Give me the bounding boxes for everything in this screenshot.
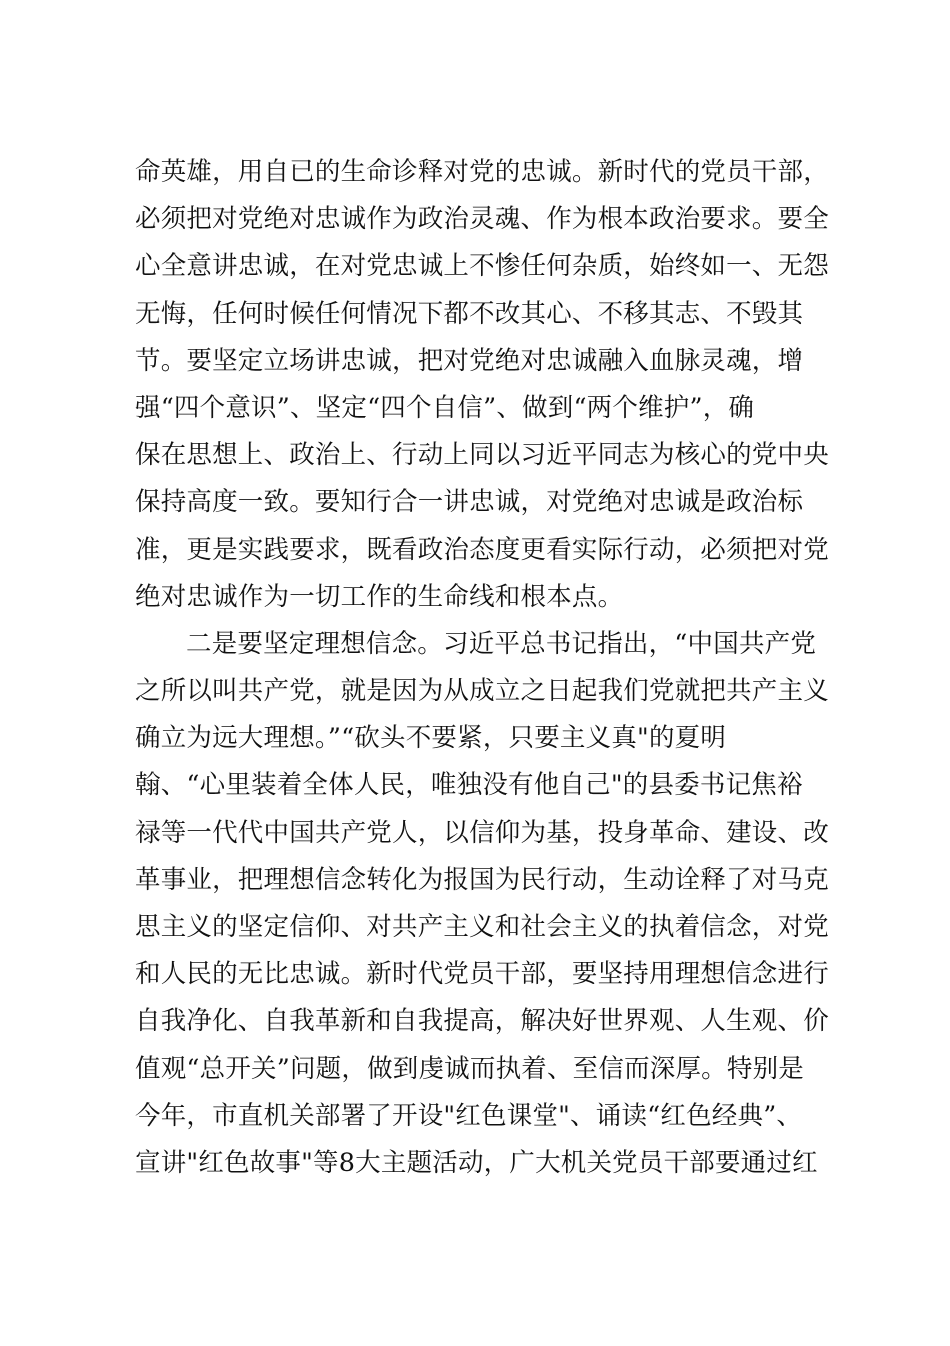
text-line: 准，更是实践要求，既看政治态度更看实际行动，必须把对党 (135, 534, 829, 565)
text-line: 值观“总开关”问题，做到虔诚而执着、至信而深厚。特别是 (135, 1053, 804, 1084)
text-line: 心全意讲忠诚，在对党忠诚上不惨任何杂质，始终如一、无怨 (135, 251, 829, 282)
text-line: 今年，市直机关部署了开设"红色课堂"、诵读“红色经典”、 (135, 1100, 803, 1131)
text-line: 翰、“心里装着全体人民，唯独没有他自己"的县委书记焦裕 (135, 770, 803, 801)
text-line: 命英雄，用自已的生命诊释对党的忠诚。新时代的党员干部， (135, 157, 829, 187)
text-line: 自我净化、自我革新和自我提高，解决好世界观、人生观、价 (135, 1006, 829, 1037)
text-line: 之所以叫共产党，就是因为从成立之日起我们党就把共产主义 (135, 676, 829, 707)
body-text (135, 149, 835, 1187)
text-line: 确立为远大理想。”“砍头不要紧，只要主义真"的夏明 (135, 723, 727, 754)
text-line: 强“四个意识”、坚定“四个自信”、做到“两个维护”，确 (135, 392, 755, 423)
text-line: 无悔，任何时候任何情况下都不改其心、不移其志、不毁其 (135, 298, 804, 329)
text-line: 绝对忠诚作为一切工作的生命线和根本点。 (135, 581, 624, 612)
text-line: 保在思想上、政治上、行动上同以习近平同志为核心的党中央 (135, 440, 829, 471)
text-line: 必须把对党绝对忠诚作为政治灵魂、作为根本政治要求。要全 (135, 204, 829, 235)
paragraph-first-line: 二是要坚定理想信念。习近平总书记指出，“中国共产党 (186, 628, 817, 659)
text-line: 宣讲"红色故事"等8大主题活动，广大机关党员干部要通过红 (135, 1147, 818, 1178)
text-line: 节。要坚定立场讲忠诚，把对党绝对忠诚融入血脉灵魂，增 (135, 345, 804, 376)
text-line: 禄等一代代中国共产党人，以信仰为基，投身革命、建设、改 (135, 817, 829, 848)
text-line: 革事业，把理想信念转化为报国为民行动，生动诠释了对马克 (135, 864, 829, 895)
text-line: 思主义的坚定信仰、对共产主义和社会主义的执着信念，对党 (135, 912, 829, 942)
text-line: 保持高度一致。要知行合一讲忠诚，对党绝对忠诚是政治标 (135, 487, 804, 518)
text-line: 和人民的无比忠诚。新时代党员干部，要坚持用理想信念进行 (135, 959, 829, 990)
